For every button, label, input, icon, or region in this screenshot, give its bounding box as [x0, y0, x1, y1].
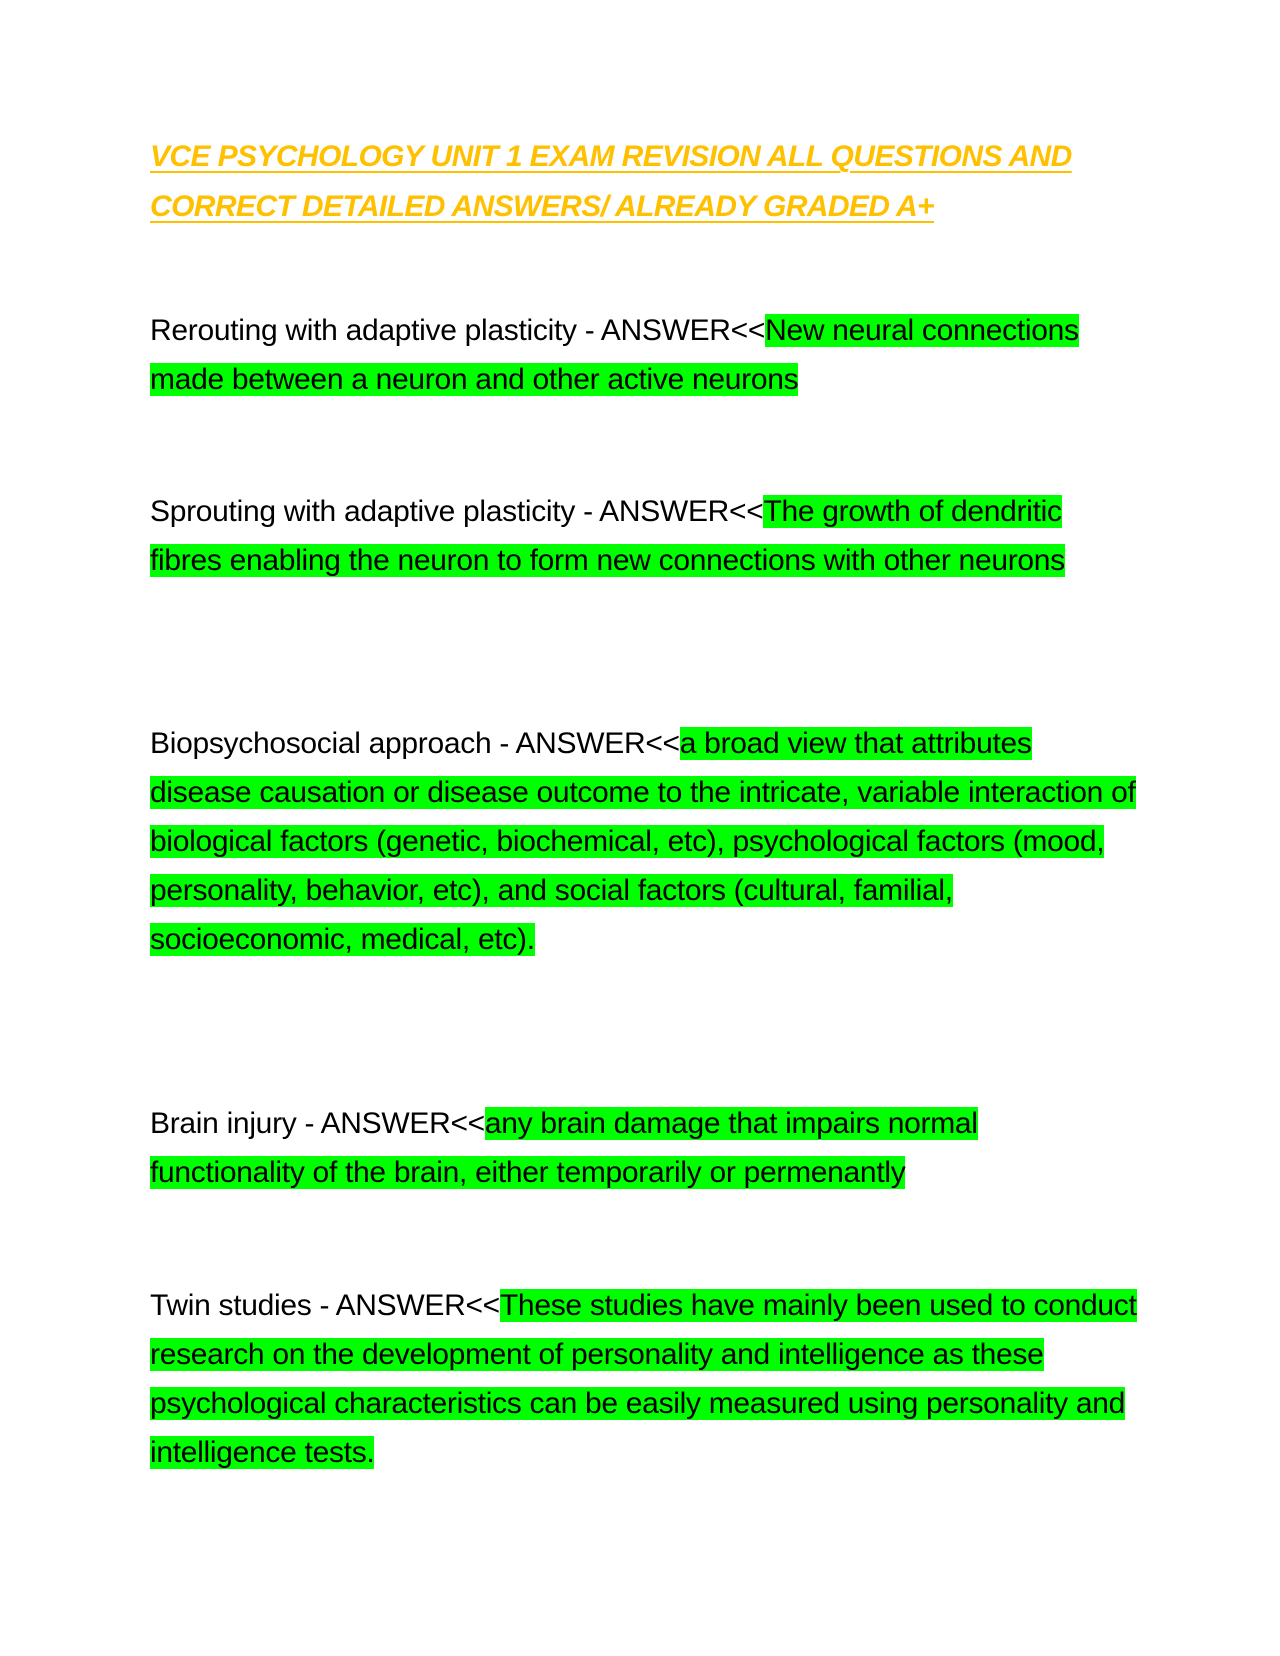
qa-entry-rerouting: [150, 306, 1140, 404]
question-term: Brain injury - ANSWER<<: [150, 1107, 485, 1140]
qa-entry-twin-studies: [150, 1281, 1140, 1477]
answer-text: These studies have mainly been used to conduct research on the development of personality and intelligence as these psychological characteristics can be easily measured using personality and intelligence tests.: [150, 1289, 1137, 1469]
question-term: Twin studies - ANSWER<<: [150, 1289, 500, 1322]
question-term: Rerouting with adaptive plasticity - ANSWER<<: [150, 314, 766, 347]
question-term: Biopsychosocial approach - ANSWER<<: [150, 727, 680, 760]
qa-entry-biopsychosocial: [150, 719, 1140, 964]
document-title: VCE PSYCHOLOGY UNIT 1 EXAM REVISION ALL QUESTIONS AND CORRECT DETAILED ANSWERS/ ALREADY GRADED A+: [150, 140, 1072, 223]
answer-text: a broad view that attributes disease causation or disease outcome to the intricate, variable interaction of biological factors (genetic, biochemical, etc), psychological factors (mood, personality, behavior, etc), and social factors (cultural, familial, socioeconomic, medical, etc).: [150, 727, 1136, 956]
question-term: Sprouting with adaptive plasticity - ANSWER<<: [150, 495, 764, 528]
answer-text: New neural connections made between a neuron and other active neurons: [150, 314, 1079, 396]
qa-entry-brain-injury: [150, 1099, 1140, 1197]
answer-text: The growth of dendritic fibres enabling the neuron to form new connections with other neurons: [150, 495, 1065, 577]
answer-text: any brain damage that impairs normal functionality of the brain, either temporarily or permenantly: [150, 1107, 978, 1189]
qa-entry-sprouting: [150, 487, 1140, 585]
